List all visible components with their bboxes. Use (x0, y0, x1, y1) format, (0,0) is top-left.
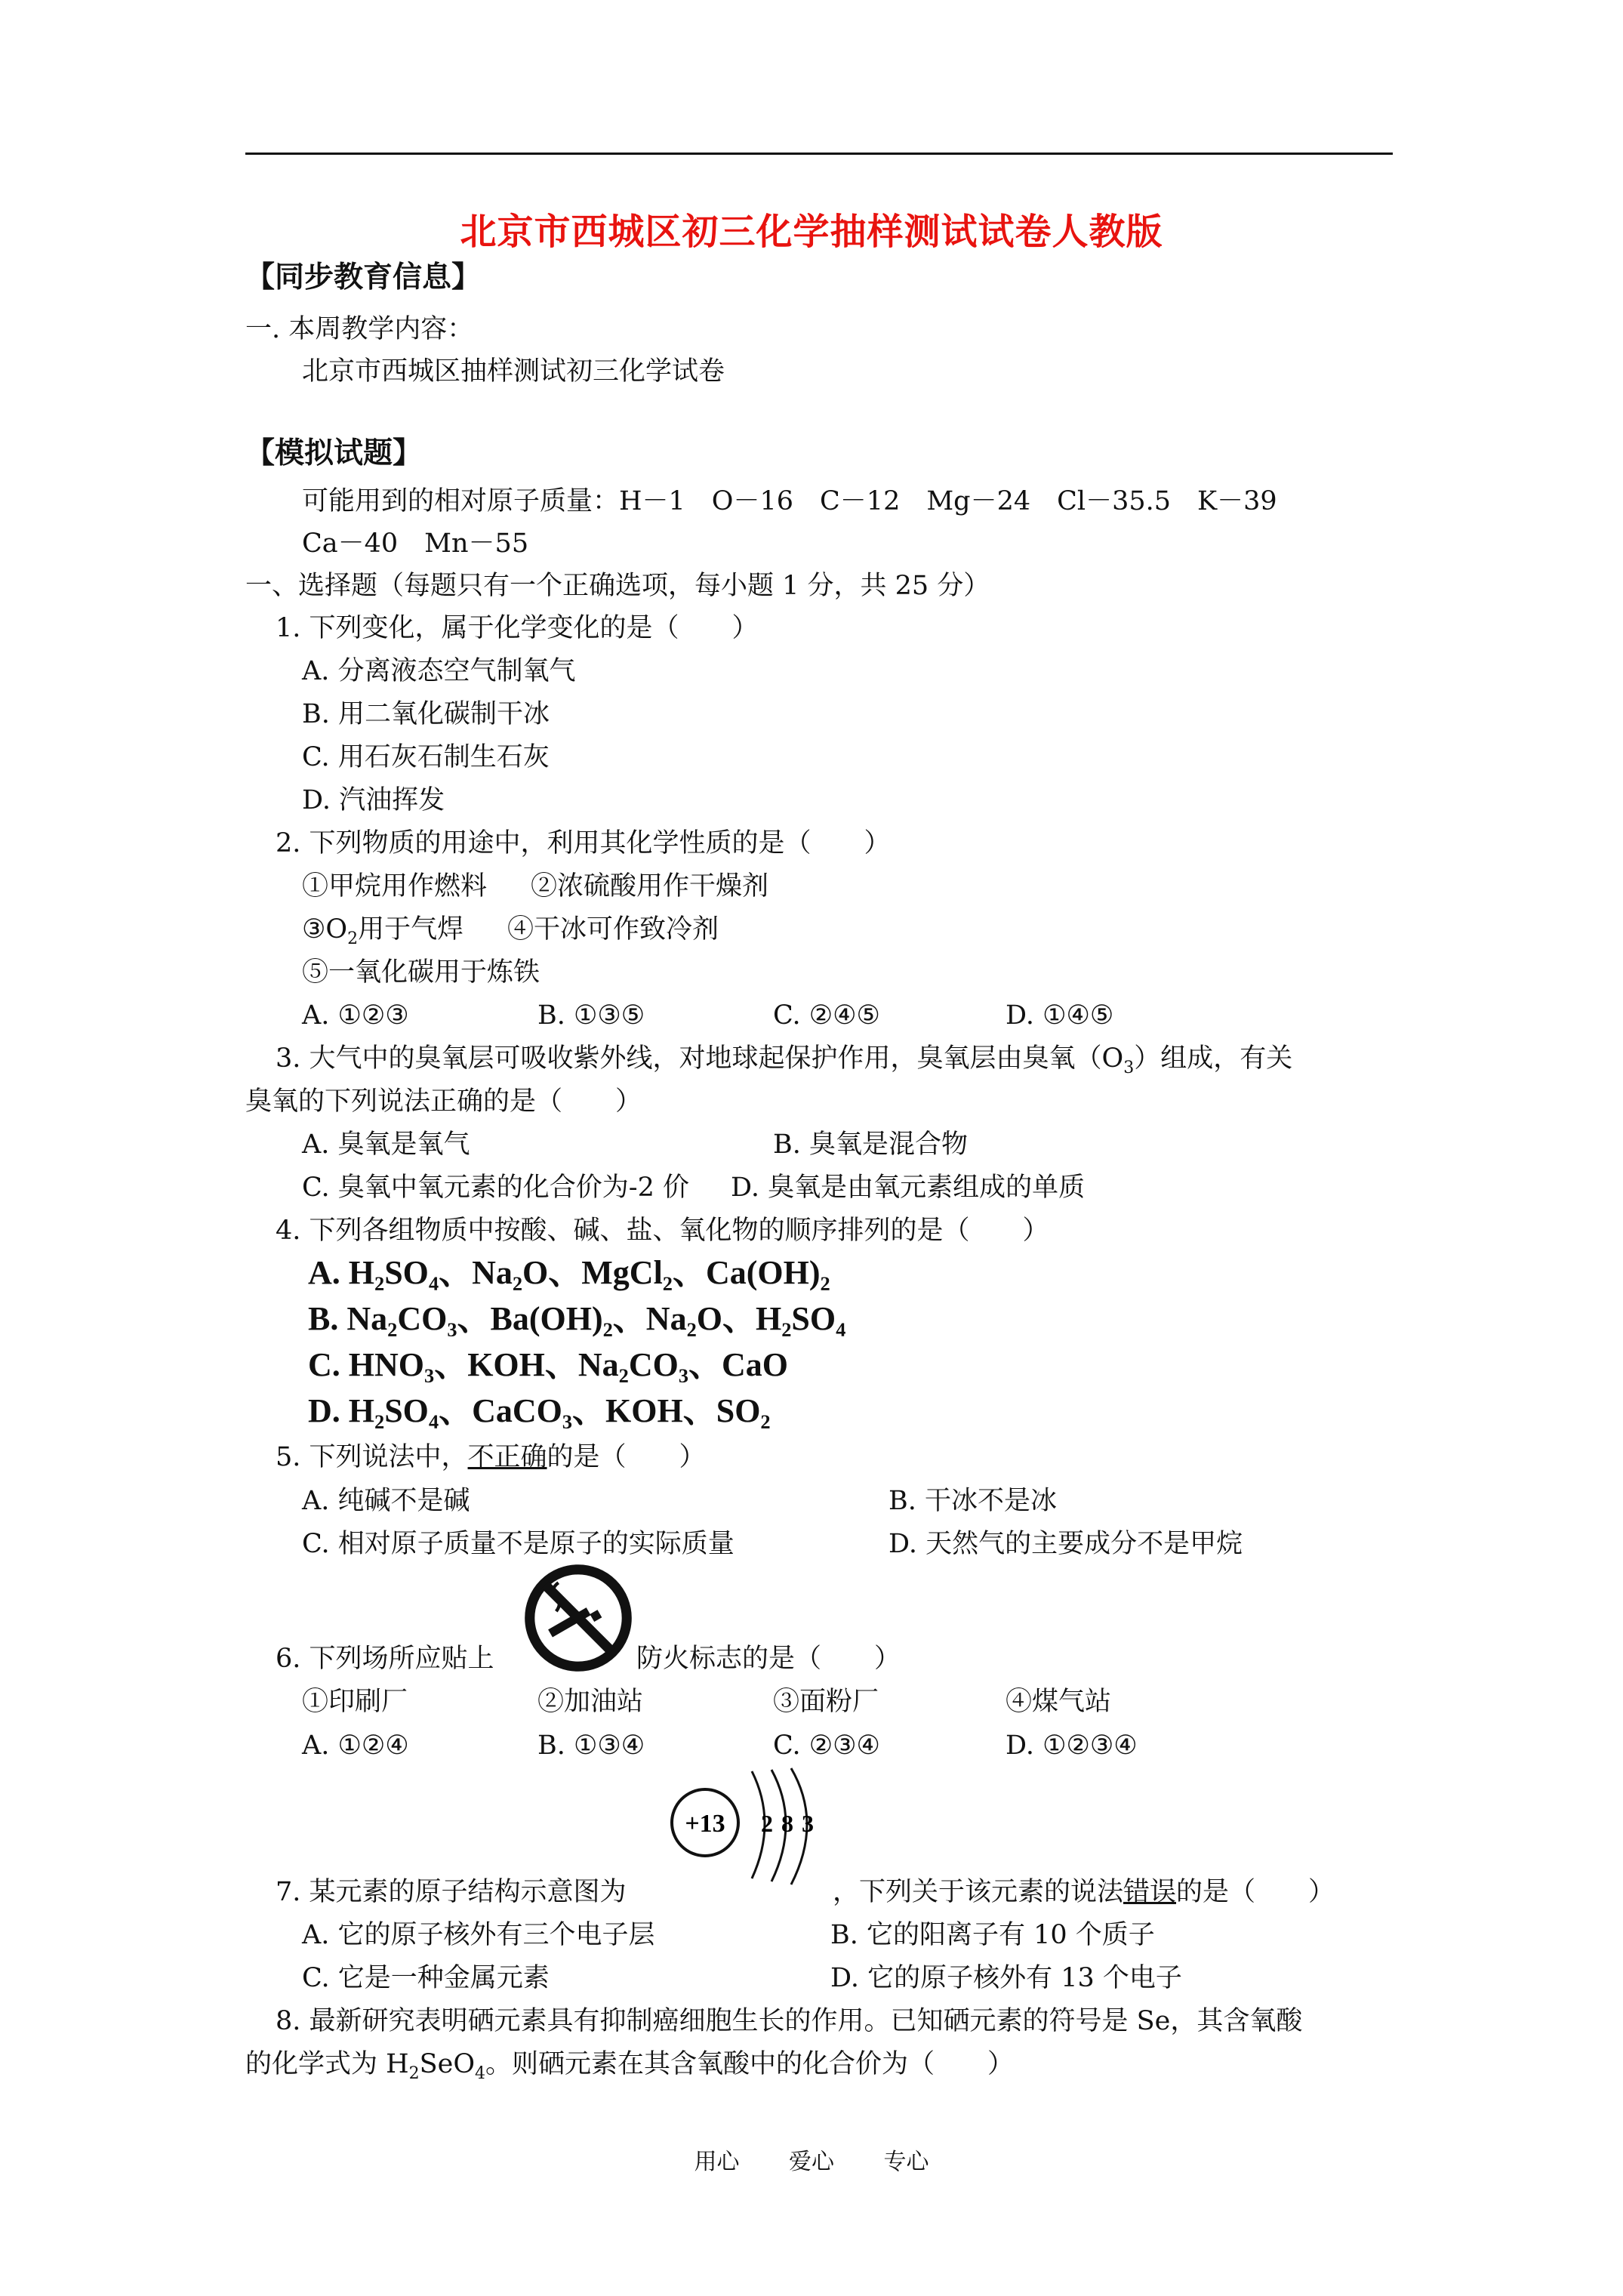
section-one-heading: 一、选择题（每题只有一个正确选项，每小题 1 分，共 25 分） (245, 571, 990, 601)
q2-option-a: A. ①②③ (302, 1000, 409, 1031)
no-smoking-sign-icon (523, 1563, 633, 1673)
q2-use-1: ①甲烷用作燃料 (302, 871, 488, 901)
footer-item-3: 专心 (883, 2149, 929, 2175)
q7-stem-mid: ，下列关于该元素的说法 (833, 1877, 1124, 1907)
atomic-mass-line-2: Ca－40 Mn－55 (302, 529, 529, 559)
q7-stem-rest (833, 1875, 1335, 1909)
q5-option-a: A. 纯碱不是碱 (302, 1486, 470, 1516)
q5-stem-post: 的是（ ） (547, 1442, 706, 1472)
shell-1-electrons: 2 (761, 1810, 773, 1837)
footer-item-2: 爱心 (789, 2149, 834, 2175)
q7-option-b: B. 它的阳离子有 10 个质子 (830, 1920, 1155, 1950)
q2-use-3 (302, 913, 463, 956)
footer-item-1: 用心 (694, 2149, 740, 2175)
q8-stem-line-1: 8. 最新研究表明硒元素具有抑制癌细胞生长的作用。已知硒元素的符号是 Se，其含氧酸 (276, 2006, 1303, 2036)
q2-option-d: D. ①④⑤ (1006, 1000, 1114, 1031)
q3-stem-sub: 3 (1123, 1059, 1135, 1077)
q2-use-3-post: 用于气焊 (358, 914, 464, 945)
q6-stem-pre: 6. 下列场所应贴上 (276, 1644, 494, 1674)
q4-stem: 4. 下列各组物质中按酸、碱、盐、氧化物的顺序排列的是（ ） (276, 1216, 1049, 1246)
q2-option-c: C. ②④⑤ (773, 1000, 880, 1031)
atomic-mass-line-1: 可能用到的相对原子质量：H－1 O－16 C－12 Mg－24 Cl－35.5 K－39 (302, 486, 1277, 516)
q6-option-c: C. ②③④ (773, 1730, 880, 1761)
q8-stem-line-2 (245, 2048, 1014, 2091)
q8-line2-sub2: 4 (475, 2064, 486, 2083)
page-title: 北京市西城区初三化学抽样测试试卷人教版 (460, 211, 1163, 253)
q7-option-d: D. 它的原子核外有 13 个电子 (830, 1963, 1182, 1993)
q3-option-a: A. 臭氧是氧气 (302, 1130, 470, 1160)
sync-info-item-label: 一. 本周教学内容： (245, 314, 474, 344)
q5-stem-underlined: 不正确 (467, 1442, 547, 1472)
q3-option-b: B. 臭氧是混合物 (773, 1130, 968, 1160)
q2-stem: 2. 下列物质的用途中，利用其化学性质的是（ ） (276, 828, 891, 858)
q5-option-b: B. 干冰不是冰 (888, 1486, 1057, 1516)
q3-option-d: D. 臭氧是由氧元素组成的单质 (731, 1173, 1086, 1203)
q6-place-2: ②加油站 (537, 1687, 644, 1717)
q5-stem-pre: 5. 下列说法中， (276, 1442, 468, 1472)
q6-stem-post: 防火标志的是（ ） (636, 1644, 901, 1674)
q7-option-c: C. 它是一种金属元素 (302, 1963, 550, 1993)
q3-option-c: C. 臭氧中氧元素的化合价为-2 价 (302, 1173, 690, 1203)
q1-option-c: C. 用石灰石制生石灰 (302, 742, 550, 772)
q6-place-1: ①印刷厂 (302, 1687, 408, 1717)
q3-stem-pre: 3. 大气中的臭氧层可吸收紫外线，对地球起保护作用，臭氧层由臭氧（O (276, 1043, 1124, 1074)
q3-stem-line-2: 臭氧的下列说法正确的是（ ） (245, 1086, 642, 1117)
q1-option-b: B. 用二氧化碳制干冰 (302, 699, 550, 729)
q6-place-3: ③面粉厂 (773, 1687, 879, 1717)
shell-3-electrons: 3 (802, 1810, 814, 1837)
q6-option-a: A. ①②④ (302, 1730, 409, 1761)
q8-line2-mid: SeO (419, 2049, 476, 2079)
atomic-structure-diagram (663, 1765, 829, 1901)
q6-option-b: B. ①③④ (537, 1730, 645, 1761)
q8-line2-pre: 的化学式为 H (245, 2049, 409, 2079)
q2-use-3-pre: ③O (302, 914, 348, 945)
q4-option-d: D. H₂SO₄、CaCO₃、KOH、SO₂ (308, 1392, 771, 1429)
q3-stem-post: ）组成，有关 (1134, 1043, 1293, 1074)
q1-stem: 1. 下列变化，属于化学变化的是（ ） (276, 613, 759, 643)
q2-option-b: B. ①③⑤ (537, 1000, 645, 1031)
q2-use-4: ④干冰可作致冷剂 (507, 914, 719, 945)
q4-option-c: C. HNO₃、KOH、Na₂CO₃、CaO (308, 1346, 789, 1383)
q4-option-b: B. Na₂CO₃、Ba(OH)₂、Na₂O、H₂SO₄ (308, 1300, 846, 1337)
q8-line2-post: 。则硒元素在其含氧酸中的化合价为（ ） (485, 2049, 1015, 2079)
q2-use-5: ⑤一氧化碳用于炼铁 (302, 957, 540, 988)
q6-place-4: ④煤气站 (1006, 1687, 1112, 1717)
nucleus-charge: +13 (685, 1810, 725, 1838)
q1-option-d: D. 汽油挥发 (302, 785, 445, 815)
q5-option-d: D. 天然气的主要成分不是甲烷 (888, 1529, 1243, 1559)
page-footer (0, 2143, 1623, 2176)
q5-option-c: C. 相对原子质量不是原子的实际质量 (302, 1529, 735, 1559)
sync-info-heading: 【同步教育信息】 (245, 260, 482, 294)
q3-stem (276, 1042, 1292, 1085)
q2-use-3-sub: 2 (347, 929, 359, 948)
q6-option-d: D. ①②③④ (1006, 1730, 1138, 1761)
header-rule (245, 153, 1393, 155)
q7-option-a: A. 它的原子核外有三个电子层 (302, 1920, 655, 1950)
q1-option-a: A. 分离液态空气制氧气 (302, 656, 576, 686)
q2-use-2: ②浓硫酸用作干燥剂 (531, 871, 769, 901)
q7-stem-post: 的是（ ） (1176, 1877, 1335, 1907)
sync-info-item-text: 北京市西城区抽样测试初三化学试卷 (302, 356, 725, 387)
mock-heading: 【模拟试题】 (245, 436, 423, 470)
q4-option-a: A. H₂SO₄、Na₂O、MgCl₂、Ca(OH)₂ (308, 1254, 830, 1291)
q7-stem-underlined: 错误 (1123, 1877, 1177, 1907)
shell-2-electrons: 8 (781, 1810, 793, 1837)
q5-stem (276, 1441, 706, 1474)
q8-line2-sub1: 2 (408, 2064, 420, 2083)
q7-stem-pre: 7. 某元素的原子结构示意图为 (276, 1877, 627, 1907)
